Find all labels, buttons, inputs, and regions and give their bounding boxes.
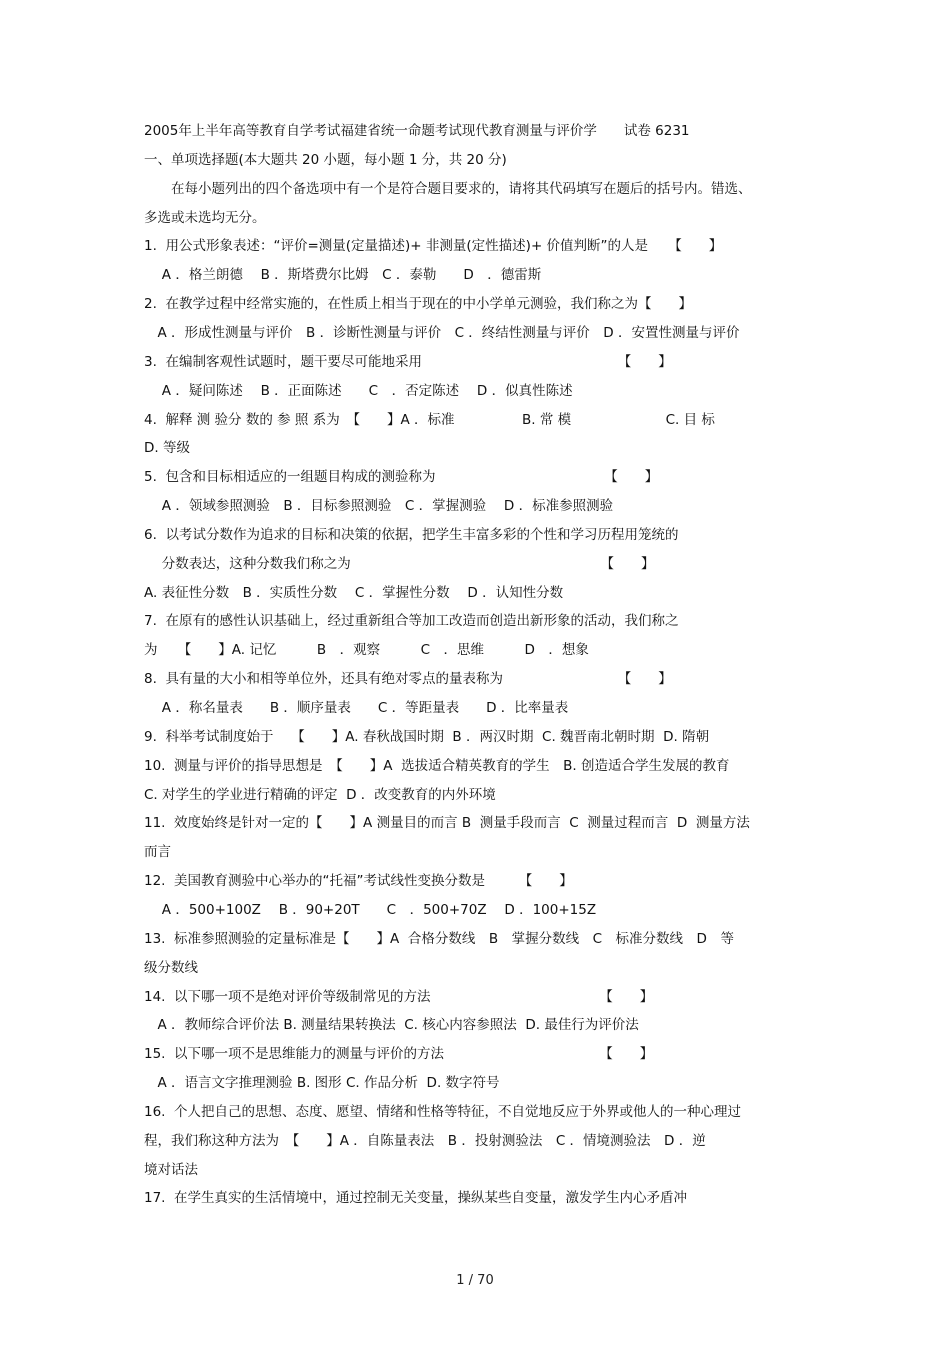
text-line: 而言 xyxy=(144,844,171,860)
text-line: 9. 科举考试制度始于 【 】A. 春秋战国时期 B ．两汉时期 C. 魏晋南北朝时期 D. 隋朝 xyxy=(144,729,710,745)
text-line: 7. 在原有的感性认识基础上，经过重新组合等加工改造而创造出新形象的活动，我们称之 xyxy=(144,613,679,629)
text-line: 16. 个人把自己的思想、态度、愿望、情绪和性格等特征，不自觉地反应于外界或他人的一种心理过 xyxy=(144,1104,742,1120)
text-line: 10. 测量与评价的指导思想是 【 】A 选拔适合精英教育的学生 B. 创造适合学生发展的教育 xyxy=(144,758,730,774)
text-line: 2. 在教学过程中经常实施的，在性质上相当于现在的中小学单元测验，我们称之为【 】 xyxy=(144,296,692,312)
text-line: 为 【 】A. 记忆 B ．观察 C ．思维 D ．想象 xyxy=(144,642,589,658)
text-line: 多选或未选均无分。 xyxy=(144,210,266,226)
page-number: 1 / 70 xyxy=(456,1273,494,1288)
text-line: A ．语言文字推理测验 B. 图形 C. 作品分析 D. 数字符号 xyxy=(144,1075,500,1091)
text-line: A ．教师综合评价法 B. 测量结果转换法 C. 核心内容参照法 D. 最佳行为评价法 xyxy=(144,1017,639,1033)
text-line: 一、单项选择题(本大题共 20 小题，每小题 1 分，共 20 分) xyxy=(144,152,507,168)
text-line: 分数表达，这种分数我们称之为 【 】 xyxy=(144,556,655,572)
text-line: 级分数线 xyxy=(144,960,198,976)
text-line: 14. 以下哪一项不是绝对评价等级制常见的方法 【 】 xyxy=(144,989,654,1005)
text-line: 2005年上半年高等教育自学考试福建省统一命题考试现代教育测量与评价学 试卷 6231 xyxy=(144,123,690,139)
text-line: A ．领域参照测验 B ．目标参照测验 C ．掌握测验 D ．标准参照测验 xyxy=(144,498,614,514)
text-line: 17. 在学生真实的生活情境中，通过控制无关变量，操纵某些自变量，激发学生内心矛盾冲 xyxy=(144,1190,688,1206)
text-line: 境对话法 xyxy=(144,1162,198,1178)
text-line: A ．格兰朗德 B ．斯塔费尔比姆 C ．泰勒 D ．德雷斯 xyxy=(144,267,542,283)
text-line: 1. 用公式形象表述：“评价=测量(定量描述)+ 非测量(定性描述)+ 价值判断”的人是 【 】 xyxy=(144,238,723,254)
text-line: 3. 在编制客观性试题时，题干要尽可能地采用 【 】 xyxy=(144,354,672,370)
text-line: 8. 具有量的大小和相等单位外，还具有绝对零点的量表称为 【 】 xyxy=(144,671,672,687)
text-line: 15. 以下哪一项不是思维能力的测量与评价的方法 【 】 xyxy=(144,1046,654,1062)
text-line: 6. 以考试分数作为追求的目标和决策的依据，把学生丰富多彩的个性和学习历程用笼统的 xyxy=(144,527,679,543)
text-line: A ．500+100Z B ．90+20T C ．500+70Z D ．100+15Z xyxy=(144,902,597,918)
text-line: 在每小题列出的四个备选项中有一个是符合题目要求的，请将其代码填写在题后的括号内。错选、 xyxy=(144,181,752,197)
text-line: 12. 美国教育测验中心举办的“托福”考试线性变换分数是 【 】 xyxy=(144,873,573,889)
text-line: 13. 标准参照测验的定量标准是【 】A 合格分数线 B 掌握分数线 C 标准分数线 D 等 xyxy=(144,931,734,947)
text-line: 4. 解释 测 验分 数的 参 照 系为 【 】A ．标准 B. 常 模 C. 目 标 xyxy=(144,412,715,428)
text-line: 11. 效度始终是针对一定的【 】A 测量目的而言 B 测量手段而言 C 测量过程而言 D 测量方法 xyxy=(144,815,750,831)
text-line: A ．形成性测量与评价 B ．诊断性测量与评价 C ．终结性测量与评价 D ．安置性测量与评价 xyxy=(144,325,740,341)
text-line: A. 表征性分数 B ．实质性分数 C ．掌握性分数 D ．认知性分数 xyxy=(144,585,564,601)
text-line: A ．称名量表 B ．顺序量表 C ．等距量表 D ．比率量表 xyxy=(144,700,569,716)
text-line: D. 等级 xyxy=(144,440,190,456)
text-line: A ．疑问陈述 B ．正面陈述 C ．否定陈述 D ．似真性陈述 xyxy=(144,383,573,399)
text-line: 程，我们称这种方法为 【 】A ．自陈量表法 B ．投射测验法 C ．情境测验法 D ．逆 xyxy=(144,1133,706,1149)
text-line: C. 对学生的学业进行精确的评定 D ．改变教育的内外环境 xyxy=(144,787,496,803)
text-line: 5. 包含和目标相适应的一组题目构成的测验称为 【 】 xyxy=(144,469,659,485)
